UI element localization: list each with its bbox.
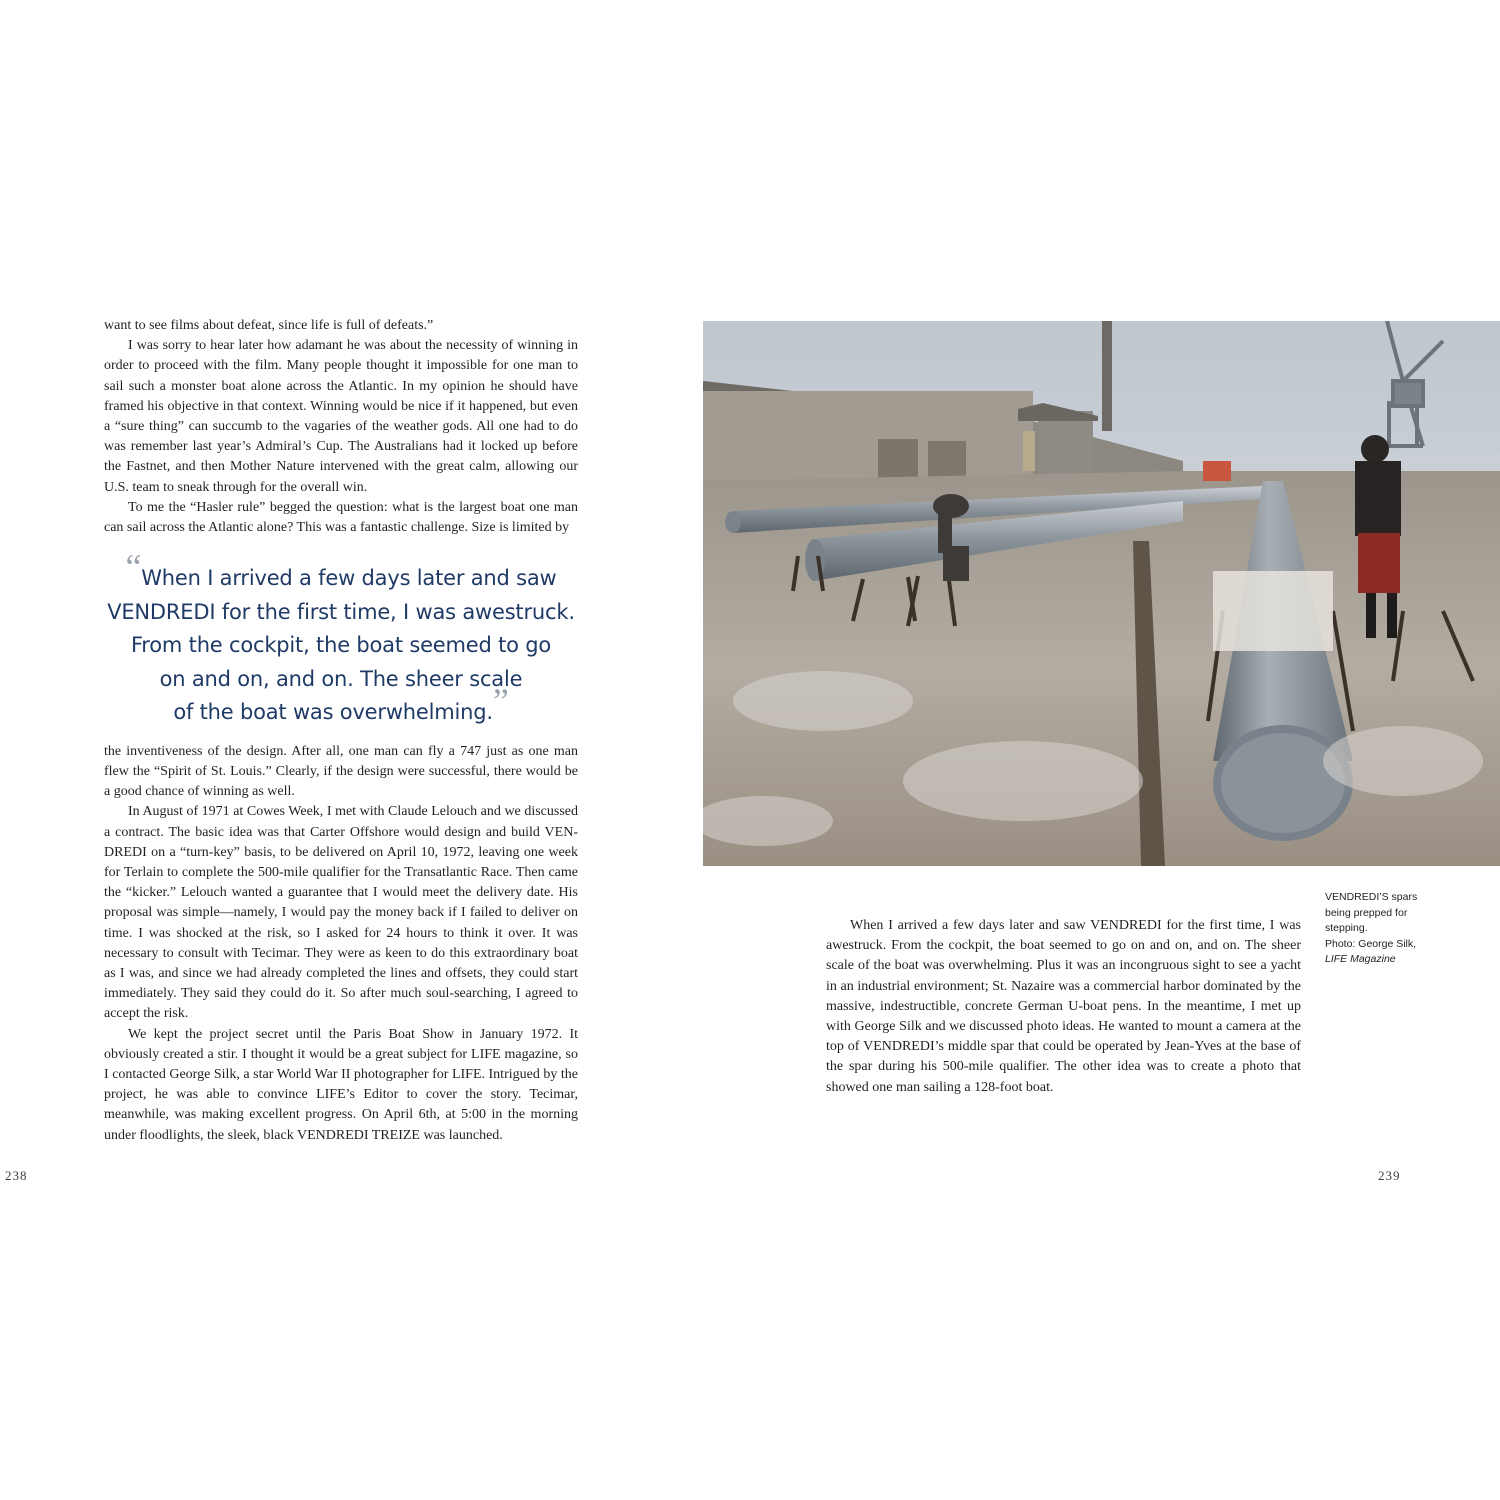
photo-caption <box>1325 890 1435 968</box>
paragraph: want to see films about defeat, since life is full of defeats.” <box>104 318 434 333</box>
pull-quote-line: VENDREDI for the first time, I was awestruck. <box>107 599 575 624</box>
paragraph: In August of 1971 at Cowes Week, I met with Claude Lelouch and we discussed a contract. The basic idea was that Carter Offshore would design and build VEN-DREDI on a “turn-key” basis, to be delivered on April 10, 1972, leaving one week for Terlain to complete the 500-mile qualifier for the Transatlantic Race. Then came the “kicker.” Lelouch wanted a guarantee that I would meet the delivery date. His proposal was simple—namely, I would pay the money back if I failed to deliver on time. I was shocked at the risk, so I asked for 24 hours to think it over. It was necessary to consult with Tecimar. They were as keen to do this extraordinary boat as I was, and since we had already completed the lines and offsets, they could start immediately. They said they could do it. So after much soul-searching, I agreed to accept the risk. <box>104 804 578 1022</box>
paragraph: When I arrived a few days later and saw VENDREDI for the first time, I was awestruck. From the cockpit, the boat seemed to go on and on, and on. The sheer scale of the boat was overwhelming. Plus it was an incongruous sight to see a yacht in an industrial environment; St. Nazaire was a commercial harbor dominated by the massive, indestructible, concrete German U-boat pens. In the meantime, I met up with George Silk and we discussed photo ideas. He wanted to mount a camera at the top of VENDREDI’s middle spar that could be operated by Jean-Yves at the base of the spar during his 500-mile qualifier. The other idea was to create a photo that showed one man sailing a 128-foot boat. <box>826 918 1301 1095</box>
paragraph: the inventiveness of the design. After all, one man can fly a 747 just as one man flew the “Spirit of St. Louis.” Clearly, if the design were successful, there would be a good chance of winning as well. <box>104 743 578 800</box>
page-number-left: 238 <box>5 1168 28 1183</box>
chimney <box>1102 321 1112 431</box>
caption-text: VENDREDI’S spars being prepped for stepping. <box>1325 891 1418 934</box>
page-number-right: 239 <box>1378 1168 1401 1183</box>
pull-quote-line: on and on, and on. The sheer scale <box>159 666 523 691</box>
pull-quote <box>104 547 578 730</box>
pull-quote-line: “When I arrived a few days later and saw <box>125 547 557 591</box>
pull-quote-line: of the boat was overwhelming.” <box>173 681 509 725</box>
paragraph: To me the “Hasler rule” begged the question: what is the largest boat one man can sail across the Atlantic alone? This was a fantastic challenge. Size is limited by <box>104 499 578 536</box>
caption-publication: LIFE Magazine <box>1325 953 1396 965</box>
caption-credit: Photo: George Silk, <box>1325 937 1417 950</box>
open-quote-mark: “ <box>125 547 142 588</box>
paragraph: We kept the project secret until the Paris Boat Show in January 1972. It obviously created a stir. I thought it would be a great subject for LIFE magazine, so I contacted George Silk, a star World War II photographer for LIFE. Intrigued by the project, he was able to convince LIFE’s Editor to cover the story. Tecimar, meanwhile, was making excellent progress. On April 6th, at 5:00 in the morning under floodlights, the sleek, black VENDREDI TREIZE was launched. <box>104 1026 578 1143</box>
truck <box>1203 461 1231 481</box>
close-quote-mark: ” <box>492 681 509 722</box>
paragraph: I was sorry to hear later how adamant he was about the necessity of winning in order to proceed with the film. Many people thought it impossible for one man to sail such a monster boat alone across the Atlantic. In my opinion he should have framed his objective in that context. Winning would be nice if it happened, but even a “sure thing” can succumb to the vagaries of the weather gods. All one had to do was remember last year’s Admiral’s Cup. The Australians had it locked up before the Fastnet, and then Mother Nature intervened with the great calm, allowing our U.S. team to sneak through for the overall win. <box>104 338 578 495</box>
left-text-column <box>104 316 578 1146</box>
spars-photo <box>703 321 1500 866</box>
pull-quote-line: From the cockpit, the boat seemed to go <box>130 633 552 658</box>
right-text-column <box>826 916 1301 1098</box>
